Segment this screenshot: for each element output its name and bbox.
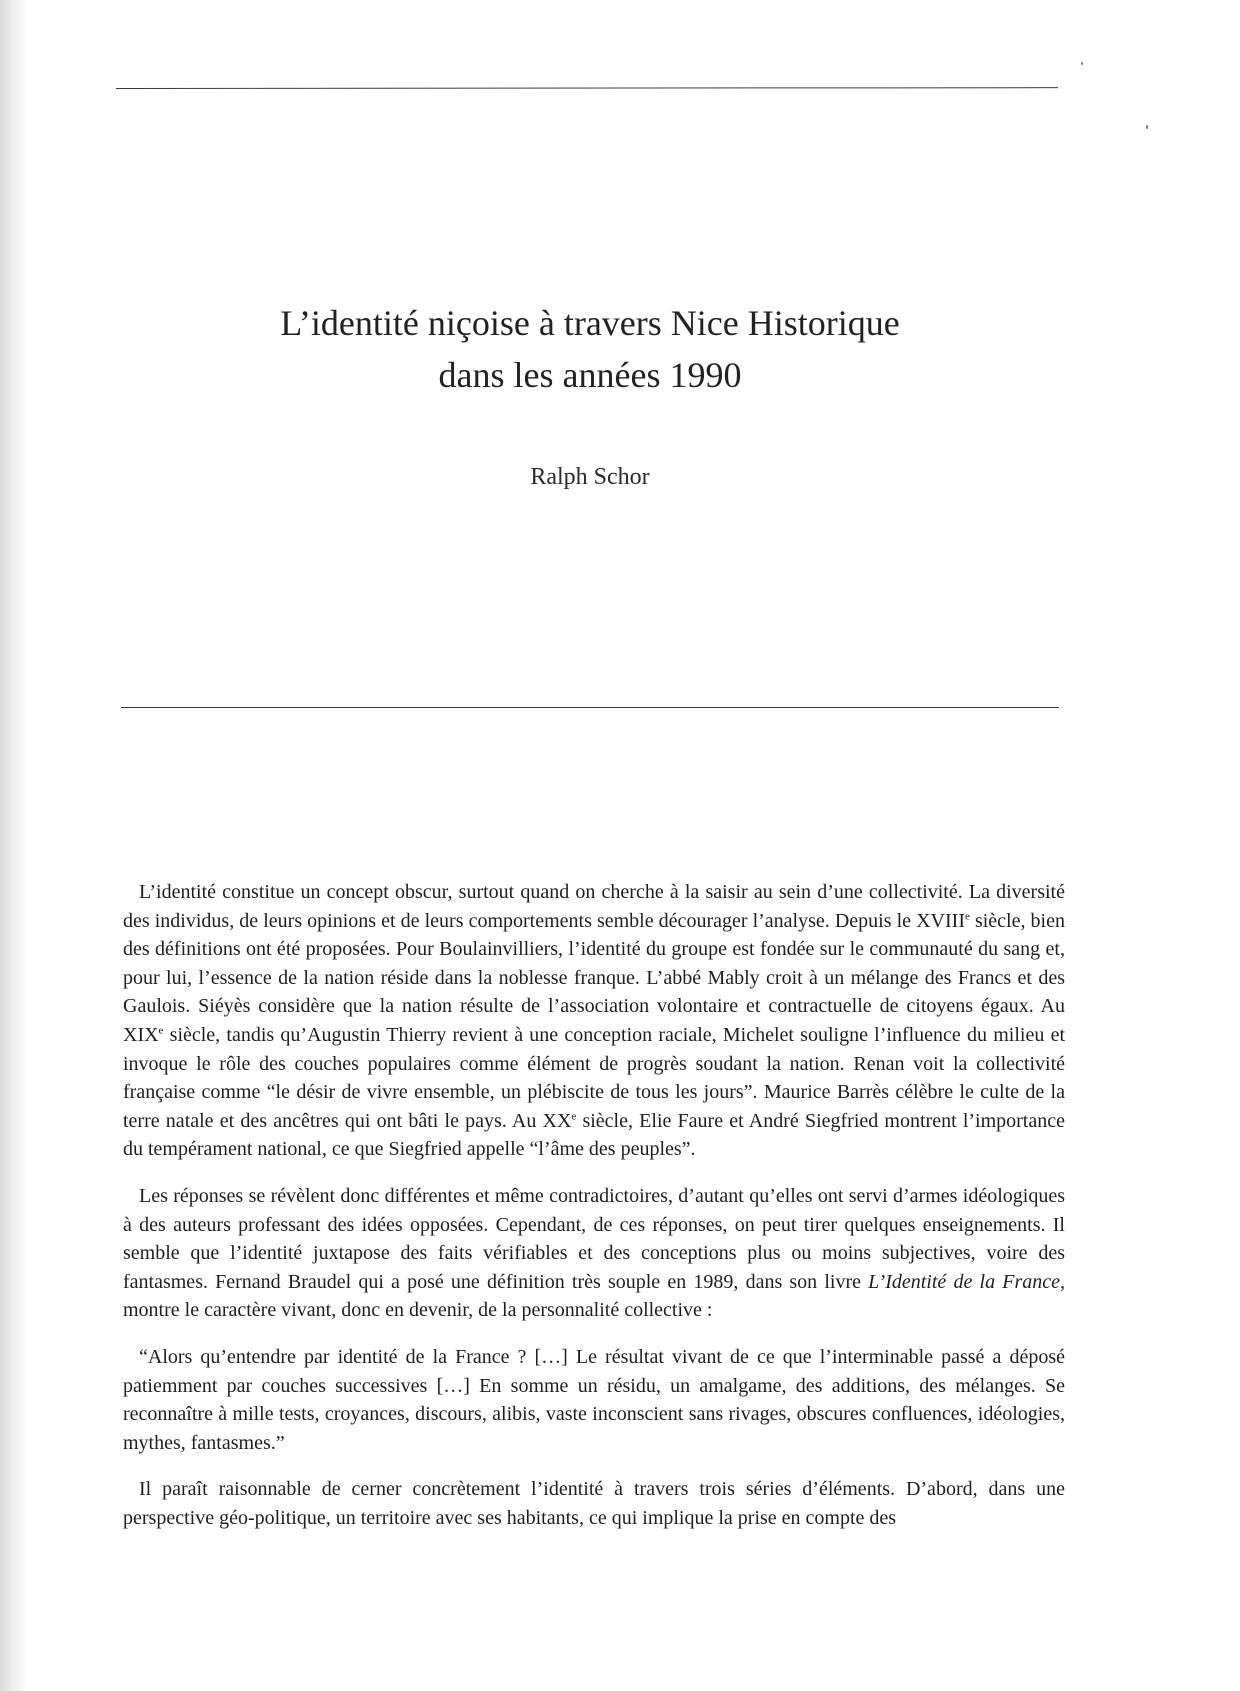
book-title: L’Identité de la France, <box>868 1270 1065 1293</box>
page-binding-shadow <box>0 0 26 1691</box>
century-superscript: e <box>571 1110 577 1123</box>
century-superscript: e <box>158 1024 164 1037</box>
paragraph-1-part-c: siècle, tandis qu’Augustin Thierry revient à une conception raciale, Michelet souligne l’influence du milieu et invoque le rôle des couches populaires comme élément de progrès soudant la nation. Renan voit la collectivité française comme “le désir de vivre ensemble, un plébiscite de tous les jours”. Maurice Barrès célèbre le culte de la terre natale et des ancêtres qui ont bâti le pays. Au XX <box>123 1023 1065 1132</box>
paragraph-1 <box>123 878 1065 1164</box>
article-body <box>123 878 1065 1532</box>
paragraph-4: Il paraît raisonnable de cerner concrètement l’identité à travers trois séries d’éléments. D’abord, dans une perspective géo-politique, un territoire avec ses habitants, ce qui implique la prise en compte des <box>123 1478 1065 1529</box>
paragraph-2-part-b: montre le caractère vivant, donc en devenir, de la personnalité collective : <box>123 1299 713 1322</box>
top-rule <box>116 87 1058 89</box>
paragraph-1-part-a: L’identité constitue un concept obscur, surtout quand on cherche à la saisir au sein d’une collectivité. La diversité des individus, de leurs opinions et de leurs comportements semble décourager l’analyse. Depuis le XVIII <box>123 881 1065 932</box>
header-bottom-rule <box>121 707 1059 708</box>
century-superscript: e <box>964 909 970 922</box>
block-quote: “Alors qu’entendre par identité de la France ? […] Le résultat vivant de ce que l’interminable passé a déposé patiemment par couches successives […] En somme un résidu, un amalgame, des additions, des mélanges. Se reconnaître à mille tests, croyances, discours, alibis, vaste inconscient sans rivages, obscures confluences, idéologies, mythes, fantasmes.” <box>123 1345 1065 1454</box>
paragraph-1-part-d: siècle, Elie Faure et André Siegfried montrent l’importance du tempérament national, ce que Siegfried appelle “l’âme des peuples”. <box>123 1109 1065 1161</box>
article-title <box>120 297 1060 401</box>
scan-speck <box>1146 125 1148 129</box>
paragraph-2-part-a: Les réponses se révèlent donc différentes et même contradictoires, d’autant qu’elles ont servi d’armes idéologiques à des auteurs professant des idées opposées. Cependant, de ces réponses, on peut tirer quelques enseignements. Il semble que l’identité juxtapose des faits vérifiables et des conceptions plus ou moins subjectives, voire des fantasmes. Fernand Braudel qui a posé une définition très souple en 1989, dans son livre <box>123 1184 1065 1293</box>
article-title-line-1: L’identité niçoise à travers Nice Historique <box>280 303 900 343</box>
scan-speck <box>1081 62 1083 65</box>
article-title-line-2: dans les années 1990 <box>438 355 742 395</box>
paragraph-2 <box>123 1182 1065 1325</box>
paragraph-1-part-b: siècle, bien des définitions ont été proposées. Pour Boulainvilliers, l’identité du groupe est fondée sur le communauté du sang et, pour lui, l’essence de la nation réside dans la noblesse franque. L’abbé Mably croit à un mélange des Francs et des Gaulois. Siéyès considère que la nation résulte de l’association volontaire et contractuelle de citoyens égaux. Au XIX <box>123 909 1065 1046</box>
article-author: Ralph Schor <box>530 464 650 490</box>
